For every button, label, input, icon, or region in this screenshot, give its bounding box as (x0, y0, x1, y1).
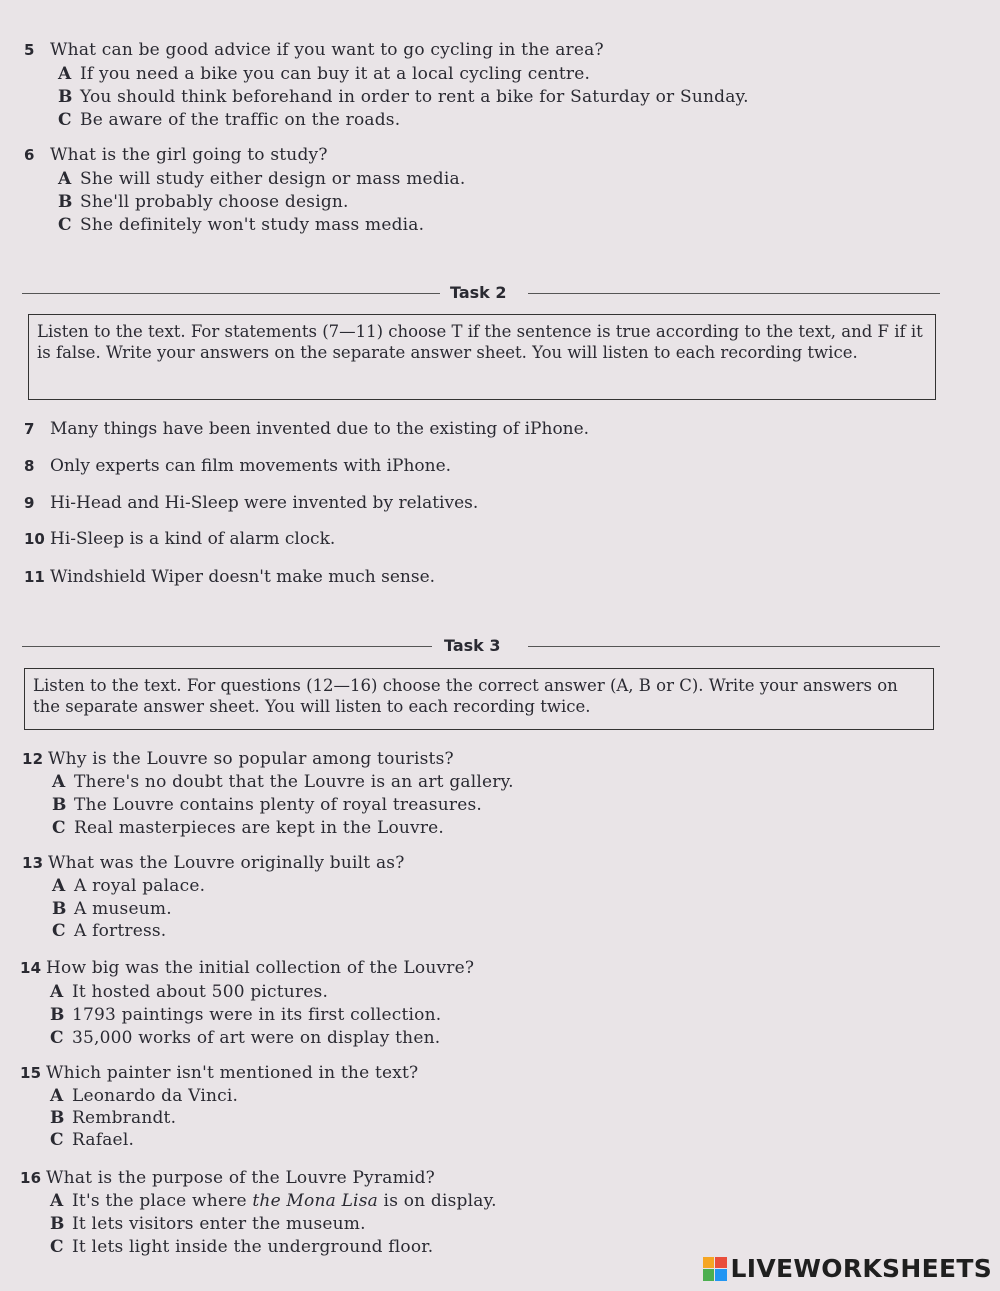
option-c[interactable]: C 35,000 works of art were on display then. (50, 1028, 441, 1048)
option-a[interactable]: A Leonardo da Vinci. (50, 1086, 239, 1106)
task-3-heading (22, 636, 940, 656)
statement-7: 7 Many things have been invented due to the existing of iPhone. (24, 419, 590, 439)
option-c[interactable]: C It lets light inside the underground floor. (50, 1237, 434, 1257)
task-2-instructions: Listen to the text. For statements (7—11) choose T if the sentence is true according to the text, and F if it is false. Write your answers on the separate answer sheet. You will listen to each recording twice. (28, 314, 936, 400)
option-a[interactable]: A She will study either design or mass media. (58, 169, 466, 189)
divider (528, 293, 940, 294)
option-b[interactable]: B It lets visitors enter the museum. (50, 1214, 366, 1234)
task-title: Task 3 (444, 636, 501, 655)
question-text: How big was the initial collection of the Louvre? (46, 958, 475, 978)
divider (22, 293, 440, 294)
option-a[interactable]: A It's the place where the Mona Lisa is on display. (50, 1191, 497, 1211)
liveworksheets-logo[interactable] (703, 1254, 992, 1283)
option-c[interactable]: C Be aware of the traffic on the roads. (58, 110, 401, 130)
task-2-heading (22, 283, 940, 303)
logo-text: LIVEWORKSHEETS (730, 1254, 992, 1283)
question-number: 13 (22, 854, 44, 872)
question-text: Why is the Louvre so popular among tourists? (48, 749, 454, 769)
question-text: What can be good advice if you want to go cycling in the area? (50, 40, 604, 60)
question-number: 16 (20, 1169, 42, 1187)
statement-11: 11 Windshield Wiper doesn't make much sense. (24, 567, 436, 587)
divider (22, 646, 432, 647)
task-title: Task 2 (450, 283, 507, 302)
statement-9: 9 Hi-Head and Hi-Sleep were invented by relatives. (24, 493, 479, 513)
question-text: What was the Louvre originally built as? (48, 853, 405, 873)
statement-10: 10 Hi-Sleep is a kind of alarm clock. (24, 529, 336, 549)
option-c[interactable]: C A fortress. (52, 921, 167, 941)
option-b[interactable]: B She'll probably choose design. (58, 192, 349, 212)
question-number: 5 (24, 41, 35, 59)
question-number: 12 (22, 750, 44, 768)
option-b[interactable]: B A museum. (52, 899, 172, 919)
option-b[interactable]: B Rembrandt. (50, 1108, 177, 1128)
divider (528, 646, 940, 647)
option-a[interactable]: A A royal palace. (52, 876, 206, 896)
option-a[interactable]: A It hosted about 500 pictures. (50, 982, 329, 1002)
option-c[interactable]: C She definitely won't study mass media. (58, 215, 425, 235)
question-text: Which painter isn't mentioned in the text? (46, 1063, 419, 1083)
statement-8: 8 Only experts can film movements with iPhone. (24, 456, 452, 476)
option-b[interactable]: B The Louvre contains plenty of royal treasures. (52, 795, 482, 815)
option-b[interactable]: B 1793 paintings were in its first collection. (50, 1005, 442, 1025)
task-3-instructions: Listen to the text. For questions (12—16) choose the correct answer (A, B or C). Write your answers on the separate answer sheet. You will listen to each recording twice. (24, 668, 934, 730)
question-number: 14 (20, 959, 42, 977)
question-number: 15 (20, 1064, 42, 1082)
option-c[interactable]: C Rafael. (50, 1130, 135, 1150)
option-c[interactable]: C Real masterpieces are kept in the Louvre. (52, 818, 445, 838)
question-number: 6 (24, 146, 35, 164)
question-text: What is the girl going to study? (50, 145, 328, 165)
option-b[interactable]: B You should think beforehand in order to rent a bike for Saturday or Sunday. (58, 87, 749, 107)
liveworksheets-logo-icon (703, 1257, 727, 1281)
option-a[interactable]: A There's no doubt that the Louvre is an art gallery. (52, 772, 514, 792)
option-a[interactable]: A If you need a bike you can buy it at a local cycling centre. (58, 64, 591, 84)
question-text: What is the purpose of the Louvre Pyramid? (46, 1168, 435, 1188)
